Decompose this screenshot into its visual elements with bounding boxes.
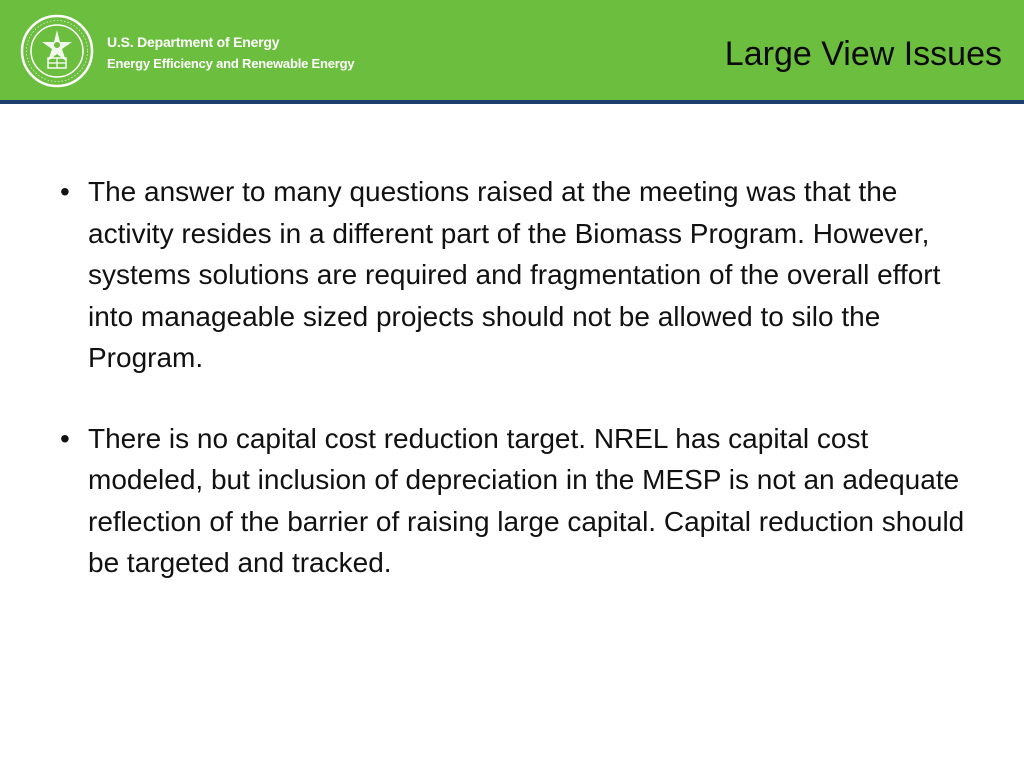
bullet-list [58, 171, 968, 623]
header-divider [0, 100, 1024, 104]
slide-title: Large View Issues [724, 35, 1002, 73]
doe-seal-icon [20, 14, 94, 88]
bullet-text: The answer to many questions raised at the meeting was that the activity resides in a different part of the Biomass Program. However, systems solutions are required and fragmentation of the overall effort into manageable sized projects should not be allowed to silo the Program. [88, 176, 941, 373]
bullet-item [58, 171, 968, 379]
bullet-marker: • [60, 422, 70, 454]
bullet-item [58, 418, 968, 584]
agency-line-1: U.S. Department of Energy [107, 34, 280, 50]
bullet-text: There is no capital cost reduction target. NREL has capital cost modeled, but inclusion of depreciation in the MESP is not an adequate reflection of the barrier of raising large capital. Capital reduction should be targeted and tracked. [88, 422, 965, 578]
agency-name [107, 33, 354, 73]
slide-header [0, 0, 1024, 102]
agency-line-2: Energy Efficiency and Renewable Energy [107, 56, 355, 71]
bullet-marker: • [60, 176, 70, 207]
